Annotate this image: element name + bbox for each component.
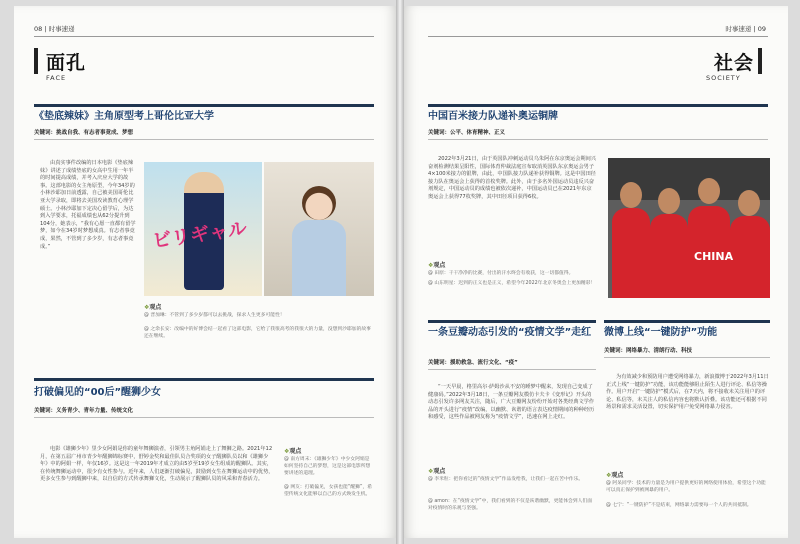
athlete-head [698, 178, 720, 204]
athlete-head [738, 190, 760, 216]
poster-title: ビリギャル [151, 217, 249, 253]
viewpoint-comment: @ 晋加琳：不管到了多少岁都可以去挑战，探求人生更多可能性！ [144, 313, 285, 318]
divider [428, 369, 596, 370]
viewpoint-heading: ❖ 观点 [284, 446, 301, 455]
divider [34, 417, 374, 418]
section-label: 时事速递 [48, 25, 75, 33]
right-page [402, 6, 788, 538]
article-title: 打破偏见的“00后”醒狮少女 [34, 387, 162, 398]
viewpoint-comment: @ 网友：打破偏见，女孩也能“醒狮”，希望传统文化能够以自己的方式焕发生机。 [284, 485, 373, 497]
athlete-shirt [650, 214, 688, 298]
article-rule [428, 104, 768, 107]
page-header-right: 时事速递 | 09 [725, 25, 766, 33]
article-body: 2022年3月21日，由于英国队冲刺运动员乌朱阿在东京奥运会期间兴奋剂检测结果呈阳性，国际体育仲裁法庭宣布取消英国队东京奥运会男子4×100米接力的银牌，由此，中国队接力队递补获得铜牌。这是中国田径接力队在奥运会上获得的首枚奖牌。此外，由于多名外国运动员违反兴奋剂规定，中国运动员的成绩也被依次递补，中国运动员已在2021年东京奥运会上获得77枚奖牌，其中田径项目获得6枚。 [428, 156, 596, 200]
article-rule [428, 320, 596, 323]
article-keywords: 关键词：挑战自我、有志者事竟成、梦想 [34, 130, 134, 136]
viewpoint-heading: ❖ 观点 [428, 260, 445, 269]
viewpoint-heading: ❖ 观点 [428, 466, 445, 475]
section-title: 社会 [714, 52, 755, 74]
section-title: 面孔 [46, 52, 87, 74]
athlete-shirt [730, 216, 770, 298]
divider [428, 139, 768, 140]
section-label: 时事速递 [725, 25, 752, 33]
article-keywords: 关键词：援助救急、流行文化、“疫” [428, 360, 518, 366]
article-body: 电影《雄狮少年》里少女阿娟是你的童年舞狮演者，引领男主角阿娟走上了舞狮之路。2021年12月，在第五届广州市青少年醒狮锦标赛中，舒婷金奖和最佳队员合奖项的女子醒狮队员以和《雄狮少年》中的阿娟一样，年仅16岁。这是这一年2019年才成立的由5岁至19岁女生组成的醒狮队。其实，在传统舞狮运动中，很少有女性参与。近年来，人们逐渐打破偏见，鼓励到女生在舞狮运动中的优势，更多女生参与到醒狮中来，以自信的方式传承舞狮文化，生动展示了醒狮队员的风采和青春活力。 [40, 446, 274, 483]
article-title: 《垫底辣妹》主角原型考上哥伦比亚大学 [34, 111, 214, 122]
article-body: “一天早晨，格里高尔·萨姆沙从不安的睡梦中醒来，发现自己变成了健康码。”2022年3月18日，一条豆瓣网友模仿卡夫卡《变形记》开头的动态引发许多网友关注，随后，广大豆瓣网友纷纷开始对各类经典文学作品的开头进行“疫情”改编，以幽默、诙谐的语言表达疫情期间的种种经历和感受，这些作品被网友称为“疫情文学”，迅速在网上走红。 [428, 384, 595, 421]
divider [34, 139, 374, 140]
portrait-photo [264, 162, 374, 296]
page-header-left: 08 | 时事速递 [34, 25, 75, 33]
viewpoint-comment: @ 李米粒：把你看过的“疫情文学”作品发给我，让我们一起在苦中作乐。 [428, 477, 584, 482]
page-number: 08 [34, 25, 43, 33]
athlete-head [620, 182, 642, 208]
article-rule [34, 378, 374, 381]
section-subtitle: FACE [46, 74, 67, 82]
header-rule [34, 36, 374, 37]
portrait-head [302, 186, 336, 220]
viewpoint-comment: @ amon：在“疫情文学”中，我们看到的不仅是诙谐幽默，更能体会到人们面对疫情时的乐观与坚强。 [428, 499, 592, 511]
article-title: 微博上线“一键防护”功能 [604, 327, 718, 338]
article-body: 由真实事件改编的日本电影《垫底辣妹》讲述了成绩垫底的女高中生用一年半的时间提高成绩，并考入庆应大学的故事。这部电影的女主角原型，今年34岁的小林沙耶加日前透露，自己被美国哥伦比亚大学录取，即将去美国攻读教育心理学硕士。小林沙耶加下定决心留学后，为达到入学要求，托福成绩也从62分提升到104分，她表示，“我有心愿一直都有留学梦，如今在34岁时梦想成真。有志者事竟成，果然，不管到了多少岁，有志者事竟成。” [40, 160, 136, 250]
section-subtitle: SOCIETY [706, 74, 741, 82]
article-title: 一条豆瓣动态引发的“疫情文学”走红 [428, 327, 592, 338]
section-bar [34, 48, 38, 74]
article-keywords: 关键词：义务青少、青年力量、传统文化 [34, 408, 134, 414]
relay-team-photo [608, 158, 770, 298]
viewpoint-comment: @ 七宁：“一键防护”不是结束，网络暴力需要每一个人的共同抵制。 [606, 503, 752, 508]
divider [604, 357, 770, 358]
athlete-shirt [612, 208, 650, 298]
athlete-head [658, 188, 680, 214]
viewpoint-comment: @ 田原：干干净净的比赛，付出的汗水终会有收获，这一切都值得。 [428, 271, 574, 276]
article-rule [604, 320, 770, 323]
portrait-body [292, 220, 346, 296]
movie-poster-image [144, 162, 262, 296]
header-rule [428, 36, 768, 37]
viewpoint-comment: @ 山东明星：迟到的正义也是正义，希望今年2022年北京冬奥会上更加精彩！ [428, 281, 596, 286]
article-rule [34, 104, 374, 107]
article-title: 中国百米接力队递补奥运铜牌 [428, 111, 558, 122]
page-number: 09 [757, 25, 766, 33]
article-body: 为有效减少和预防用户遭受网络暴力，新浪微博于2022年3月11日正式上线“一键防护”功能，该功能能够阻止陌生人进行评论、私信等操作。用户开启“一键防护”模式后，在7天内，将不接收未关注用户的评论、私信等，未关注人的私信内容也将默认折叠。该功能还可根据不同场景和需求灵活设置，切实保护用户免受网络暴力侵害。 [606, 374, 769, 411]
article-keywords: 关键词：公平、体育精神、正义 [428, 130, 506, 136]
left-page [14, 6, 398, 538]
viewpoint-heading: ❖ 观点 [606, 470, 623, 479]
viewpoint-comment: @ 阿呆同学：技术的力量是为用户提供更好的网络使用体验，希望这个功能可以真正保护到被网暴的用户。 [606, 481, 766, 493]
book-spine [396, 0, 404, 544]
section-bar [758, 48, 762, 74]
jersey-text: CHINA [694, 250, 734, 263]
viewpoint-comment: @ 之余长安：改编中的好博会结一起看了这部电影，它给了我很高考的我很大的力量，没想到沙耶加的故事还在继续。 [144, 327, 371, 339]
viewpoint-heading: ❖ 观点 [144, 302, 161, 311]
viewpoint-comment: @ 南方周末：《雄狮少年》中少女阿娟是如何坚持自己的梦想，这是这部电影所想要讲述的道理。 [284, 457, 371, 476]
article-keywords: 关键词：网络暴力、清朗行动、科技 [604, 348, 693, 354]
